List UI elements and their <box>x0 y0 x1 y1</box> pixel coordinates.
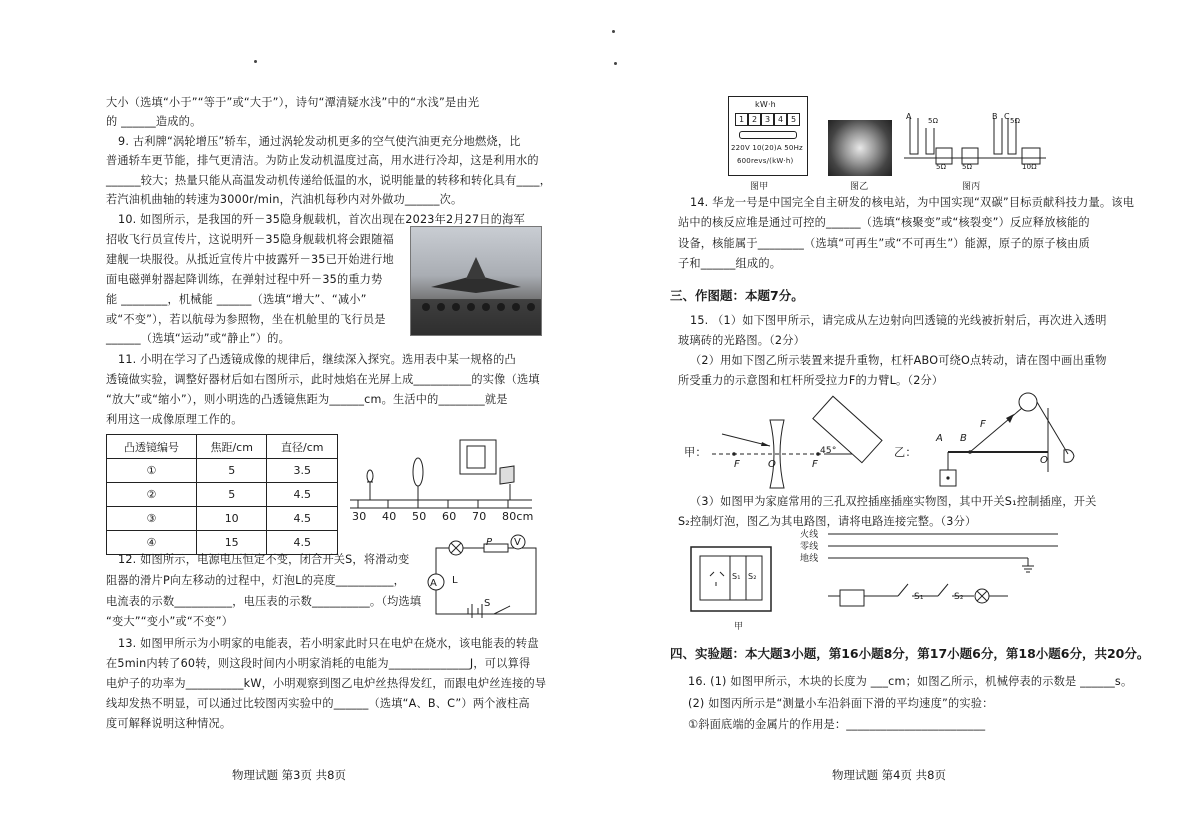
scan-speck <box>614 62 617 65</box>
wire-label-live: 火线 <box>800 530 819 540</box>
q10-line: ______（选填“运动”或“静止”）的。 <box>106 332 291 345</box>
q10-line: 10. 如图所示，是我国的歼－35隐身舰载机，首次出现在2023年2月27日的海军 <box>118 213 525 226</box>
resistor-label: 5Ω <box>1010 117 1021 125</box>
q16-line: (2) 如图丙所示是“测量小车沿斜面下滑的平均速度”的实验： <box>688 697 994 710</box>
switch-s2-symbol <box>938 584 948 596</box>
table-header: 直径/cm <box>267 435 338 459</box>
table-row <box>107 459 338 483</box>
screen-grid <box>500 466 514 484</box>
hand <box>1064 450 1074 463</box>
bench-tick: 40 <box>382 510 397 523</box>
table-cell: 5 <box>196 483 267 507</box>
q12-line: 12. 如图所示，电源电压恒定不变，闭合开关S，将滑动变 <box>118 553 410 566</box>
electric-stove-photo <box>828 120 892 176</box>
voltmeter-label: V <box>514 537 522 548</box>
pivot-label-o: O <box>1040 455 1049 466</box>
meter-digit: 2 <box>748 113 761 126</box>
q11-line: 透镜做实验，调整好器材后如右图所示，此时烛焰在光屏上成__________的实像（选填 <box>106 373 540 386</box>
meter-digit: 4 <box>774 113 787 126</box>
q15-3-line: （3）如图甲为家庭常用的三孔双控插座插座实物图，其中开关S₁控制插座，开关 <box>690 495 1097 508</box>
switch-label: S <box>484 598 491 609</box>
focus-label: F <box>812 459 818 470</box>
wire-label-neutral: 零线 <box>800 542 819 552</box>
q13-line: 在5min内转了60转，则这段时间内小明家消耗的电能为______________J，可以算得 <box>106 657 531 670</box>
lever-pulley-figure <box>918 388 1088 498</box>
q10-line: 面电磁弹射器起降训练，在弹射过程中歼－35的重力势 <box>106 273 383 286</box>
q15-line: （2）用如下图乙所示装置来提升重物，杠杆ABO可绕O点转动，请在图中画出重物 <box>690 354 1107 367</box>
bench-tick: 50 <box>412 510 427 523</box>
point-label-a: A <box>936 433 944 444</box>
q16-line: ①斜面底端的金属片的作用是：________________________ <box>688 718 986 731</box>
q12-line: 阻器的滑片P向左移动的过程中，灯泡L的亮度__________， <box>106 574 406 587</box>
q13-line: 13. 如图甲所示为小明家的电能表，若小明家此时只在电炉在烧水，该电能表的转盘 <box>118 637 539 650</box>
rope <box>970 408 1022 452</box>
meter-spec: 220V 10(20)A 50Hz <box>731 144 803 152</box>
table-cell: 5 <box>196 459 267 483</box>
q8-line: 的 ______造成的。 <box>106 115 202 128</box>
table-cell: ④ <box>107 531 197 555</box>
resistor-label: 5Ω <box>962 163 973 171</box>
q15-line: 所受重力的示意图和杠杆所受拉力F的力臂L。（2分） <box>678 374 944 387</box>
q10-line: 能 ________，机械能 ______（选填“增大”、“减小” <box>106 293 367 306</box>
q9-line: 普通轿车更节能，排气更清洁。为防止发动机温度过高，用水进行冷却，这是利用水的 <box>106 154 539 167</box>
q13-line: 度可解释说明这种情况。 <box>106 717 232 730</box>
tube-label-c: C <box>1004 112 1010 121</box>
switch-s2-label: S₂ <box>954 592 964 602</box>
q11-line: 11. 小明在学习了凸透镜成像的规律后，继续深入探究。选用表中某一规格的凸 <box>118 353 516 366</box>
section-3-heading: 三、作图题：本题7分。 <box>670 288 804 303</box>
table-header: 焦距/cm <box>196 435 267 459</box>
bench-tick: 80cm <box>502 510 534 523</box>
q13-line: 线却发热不明显，可以通过比较图丙实验中的______（选填“A、B、C”）两个液柱高 <box>106 697 530 710</box>
figure-caption: 图丙 <box>962 182 981 192</box>
switch-s1-symbol <box>898 584 908 596</box>
socket-symbol <box>840 590 864 606</box>
flame <box>367 470 373 482</box>
resistor-label: 5Ω <box>936 163 947 171</box>
q9-line: ______较大；热量只能从高温发动机传递给低温的水，说明能量的转移和转化具有____， <box>106 174 552 187</box>
q12-line: 电流表的示数__________，电压表的示数__________。（均选填 <box>106 595 422 608</box>
tube-label-a: A <box>906 112 912 121</box>
household-wiring-figure <box>828 530 1068 624</box>
resistor-label: 10Ω <box>1022 163 1037 171</box>
slider-label: P <box>486 537 493 548</box>
bench-tick: 70 <box>472 510 487 523</box>
q9-line: 若汽油机曲轴的转速为3000r/min，汽油机每秒内对外做功______次。 <box>106 193 463 206</box>
table-cell: ① <box>107 459 197 483</box>
lens-table <box>106 434 338 555</box>
light-screen <box>460 440 496 474</box>
q14-line: 设备，核能属于________（选填“可再生”或“不可再生”）能源，原子的原子核由质 <box>678 237 1090 250</box>
table-cell: ② <box>107 483 197 507</box>
q10-line: 或“不变”），若以航母为参照物，坐在机舱里的飞行员是 <box>106 313 386 326</box>
q11-line: “放大”或“缩小”），则小明选的凸透镜焦距为______cm。生活中的________就是 <box>106 393 508 406</box>
table-row <box>107 483 338 507</box>
wire-label-earth: 地线 <box>800 554 819 564</box>
socket-caption: 甲 <box>734 622 744 632</box>
meter-dial <box>739 131 797 139</box>
right-page <box>600 0 1200 831</box>
meter-unit: kW·h <box>755 100 776 109</box>
socket-photo-figure <box>690 546 772 612</box>
page-footer: 物理试题 第4页 共8页 <box>832 768 946 782</box>
tube-label-b: B <box>992 112 998 121</box>
socket-switch-label: S₁ <box>732 572 741 581</box>
q16-line: 16. (1) 如图甲所示，木块的长度为 ___cm；如图乙所示，机械停表的示数是 ______s。 <box>688 675 1133 688</box>
table-cell: ③ <box>107 507 197 531</box>
meter-revs: 600revs/(kW·h) <box>737 157 794 165</box>
q11-line: 利用这一成像原理工作的。 <box>106 413 243 426</box>
focus-label: F <box>734 459 740 470</box>
lamp-label: L <box>452 575 458 586</box>
figure-caption: 图甲 <box>750 182 769 192</box>
meter-digits <box>735 113 800 126</box>
page-footer: 物理试题 第3页 共8页 <box>232 768 346 782</box>
q15-line: 玻璃砖的光路图。（2分） <box>678 334 805 347</box>
fig-label-yi: 乙： <box>894 446 917 459</box>
electric-meter <box>728 96 808 176</box>
q10-line: 建舰一块服役。从抵近宣传片中披露歼－35已开始进行地 <box>106 253 394 266</box>
convex-lens <box>413 458 423 486</box>
table-header-row <box>107 435 338 459</box>
table-row <box>107 507 338 531</box>
q14-line: 站中的核反应堆是通过可控的______（选填“核聚变”或“核裂变”）反应释放核能的 <box>678 216 1090 229</box>
force-label-f: F <box>980 419 986 430</box>
resistor-label: 5Ω <box>928 117 939 125</box>
table-header: 凸透镜编号 <box>107 435 197 459</box>
meter-digit: 3 <box>761 113 774 126</box>
table-cell: 4.5 <box>267 483 338 507</box>
angle-label: 45° <box>820 446 837 456</box>
table-cell: 10 <box>196 507 267 531</box>
q9-line: 9. 古利牌“涡轮增压”轿车，通过涡轮发动机更多的空气使汽油更充分地燃烧，比 <box>118 135 521 148</box>
q14-line: 子和______组成的。 <box>678 257 782 270</box>
socket-switch-label: S₂ <box>748 572 757 581</box>
figure-caption: 图乙 <box>850 182 869 192</box>
q10-line: 招收飞行员宣传片，这说明歼－35隐身舰载机将会跟随福 <box>106 233 394 246</box>
q15-line: 15. （1）如下图甲所示，请完成从左边射向凹透镜的光线被折射后，再次进入透明 <box>690 314 1107 327</box>
center-label: O <box>768 459 777 470</box>
table-cell: 3.5 <box>267 459 338 483</box>
meter-digit: 5 <box>787 113 800 126</box>
point-label-b: B <box>960 433 968 444</box>
bench-tick: 30 <box>352 510 367 523</box>
table-cell: 4.5 <box>267 507 338 531</box>
candle <box>367 482 373 500</box>
table-row <box>107 531 338 555</box>
table-cell: 15 <box>196 531 267 555</box>
scan-speck <box>254 60 257 63</box>
scan-speck <box>612 30 615 33</box>
meter-digit: 1 <box>735 113 748 126</box>
q8-line: 大小（选填“小于”“等于”或“大于”），诗句“潭清疑水浅”中的“水浅”是由光 <box>106 96 480 109</box>
switch-symbol <box>494 606 510 614</box>
q15-3-line: S₂控制灯泡，图乙为其电路图，请将电路连接完整。（3分） <box>678 515 977 528</box>
jet-silhouette <box>411 227 541 335</box>
fighter-jet-photo <box>410 226 542 336</box>
ammeter-label: A <box>430 578 438 589</box>
fig-label-jia: 甲： <box>684 446 707 459</box>
q14-line: 14. 华龙一号是中国完全自主研发的核电站，为中国实现“双碳”目标贡献科技力量。该电 <box>690 196 1135 209</box>
q13-line: 电炉子的功率为__________kW，小明观察到图乙电炉丝热得发红，而跟电炉丝连接的导 <box>106 677 547 690</box>
table-cell: 4.5 <box>267 531 338 555</box>
section-4-heading: 四、实验题：本大题3小题，第16小题8分，第17小题6分，第18小题6分，共20分。 <box>670 646 1150 661</box>
switch-s1-label: S₁ <box>914 592 924 602</box>
bench-tick: 60 <box>442 510 457 523</box>
u-tube-apparatus <box>904 108 1046 168</box>
q12-line: “变大”“变小”或“不变”） <box>106 615 234 628</box>
